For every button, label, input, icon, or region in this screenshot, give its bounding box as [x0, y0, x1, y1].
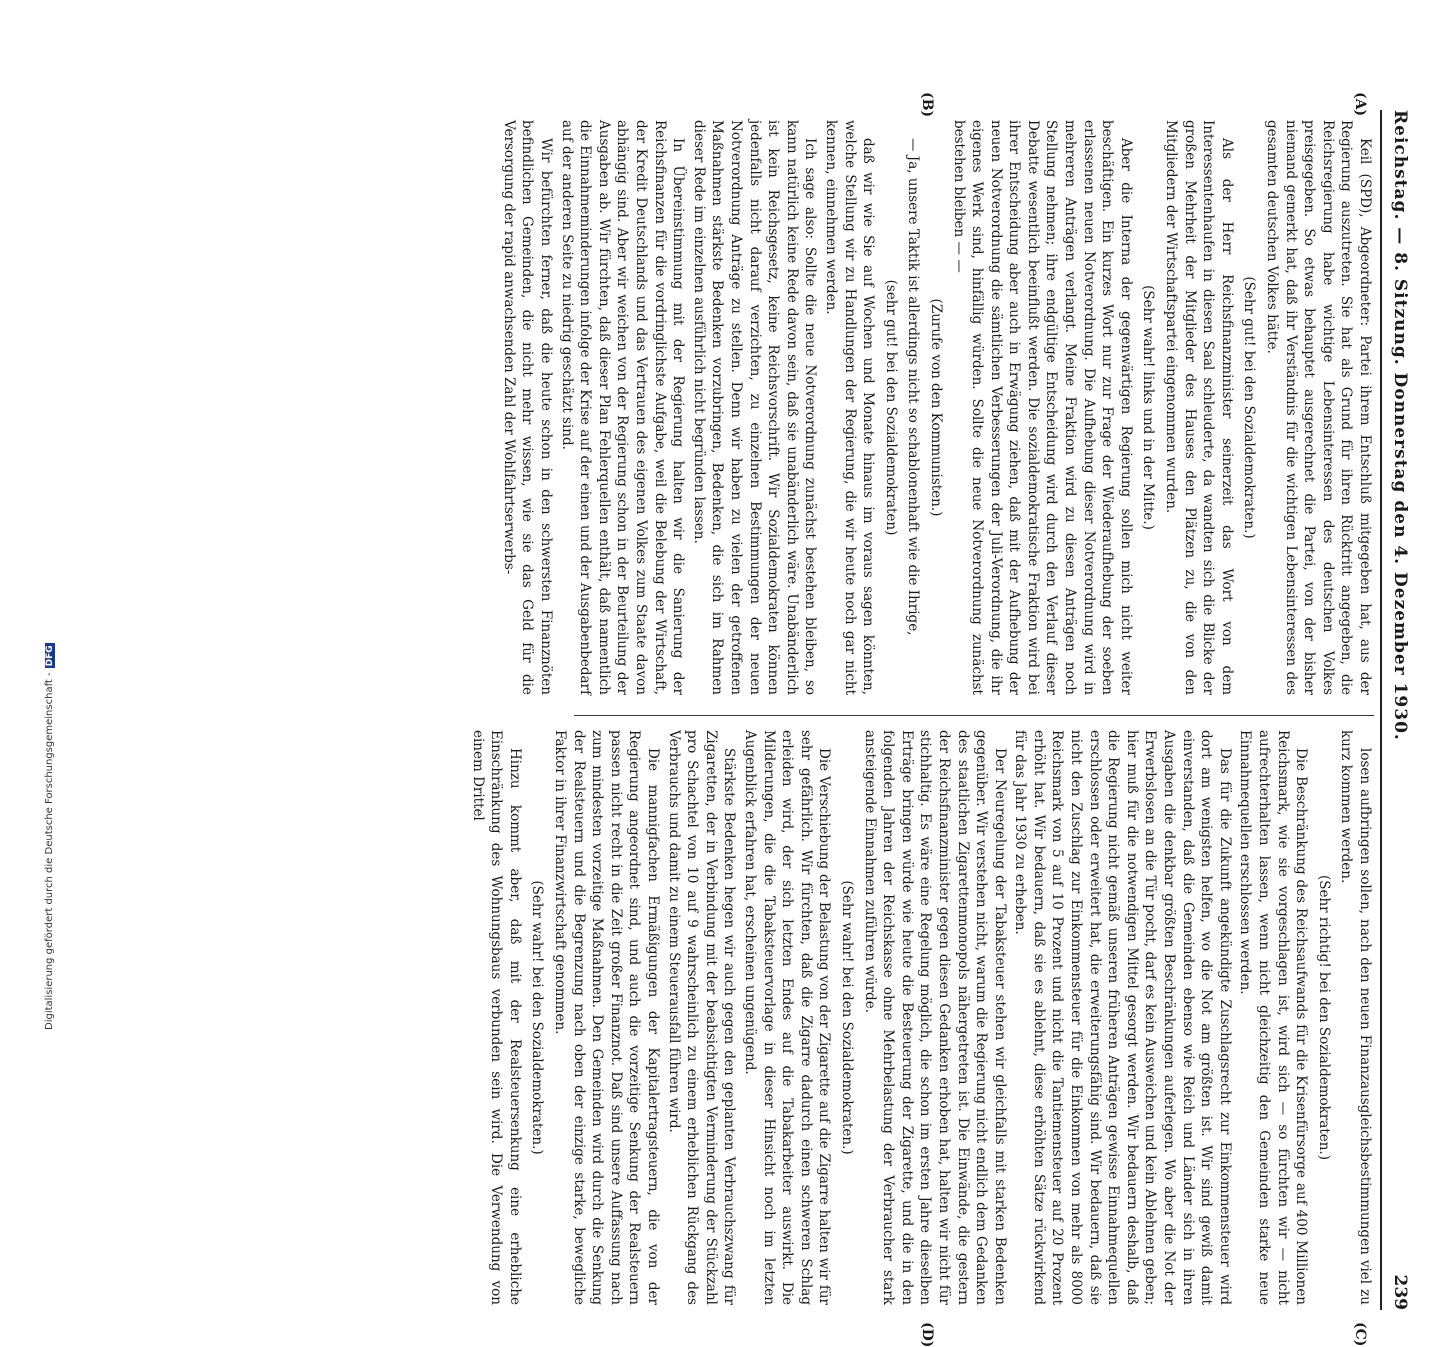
paragraph: Stärkste Bedenken hegen wir auch gegen den geplanten Verbrauchszwang für Zigaretten, der in Verbindung mit der beabsichtigten Verminderung der Stückzahl pro Schachtel von 10 auf 9 wahrscheinlich zu einem erheblichen Rückgang des Verbrauchs und damit zu einem Steuerausfall führen wird.	[665, 730, 738, 1305]
margin-marker-a: (A)	[1352, 92, 1368, 117]
funding-text: Digitalisierung gefördert durch die Deutsche Forschungsgemeinschaft -	[44, 672, 55, 1030]
interjection: (Sehr wahr! bei den Sozialdemokraten.)	[838, 880, 855, 1155]
margin-marker-b: (B)	[919, 92, 935, 118]
page-header	[1384, 110, 1410, 1310]
paragraph: losen aufbringen sollen, nach den neuen Finanzausgleichsbestimmungen viel zu kurz kommen werden.	[1338, 730, 1373, 1305]
left-column	[500, 120, 1374, 695]
paragraph: Wir befürchten ferner, daß die heute schon in den schwersten Finanznöten befindlichen Gemeinden, die nicht mehr wissen, wie sie das Geld für die Versorgung der rapid anwachsenden Zahl der Wohlfahrtserwerbs-	[500, 120, 555, 695]
dfg-logo: DFG	[45, 645, 55, 667]
margin-marker-c: (C)	[1352, 1322, 1368, 1347]
paragraph: Keil (SPD), Abgeordneter: Partei ihrem Entschluß mitgegeben hat, aus der Regierung auszutreten. Sie hat als Grund für ihren Rücktritt angegeben, die Reichsregierung habe wichtige Lebensinteressen des deutschen Volkes preisgegeben. So etwas behauptet ausgerechnet die Partei, von der bisher niemand gemerkt hat, daß ihr Verständnis für die wichtigen Lebensinteressen des gesamten deutschen Volkes hätte.	[1264, 120, 1373, 695]
interjection: (Zurufe von den Kommunisten.)	[927, 298, 944, 517]
footer	[44, 630, 58, 1030]
margin-marker-d: (D)	[919, 1322, 935, 1347]
interjection: (Sehr gut! bei den Sozialdemokraten.)	[1241, 276, 1258, 539]
paragraph: daß wir wie Sie auf Wochen und Monate hinaus im voraus sagen könnten, welche Stellung wir zu Handlungen der Regierung, die wir heute noch gar nicht kennen, einnehmen werden.	[822, 120, 877, 695]
funding-note	[44, 643, 55, 1030]
interjection: (Sehr richtig! bei den Sozialdemokraten.)	[1315, 874, 1332, 1160]
header-title: Reichstag. — 8. Sitzung. Donnerstag den 4. Dezember 1930.	[1390, 110, 1410, 741]
paragraph: — Ja, unsere Taktik ist allerdings nicht so schablonenhaft wie die Ihrige,	[905, 138, 922, 636]
rotated-page-content	[180, 90, 1410, 1347]
paragraph: Die mannigfachen Ermäßigungen der Kapitalertragsteuern, die von der Regierung angeordnet sind, und auch die vorzeitige Senkung der Realsteuern passen nicht recht in die Zeit großer Finanznot. Daß sind unsere Auffassung nach zum mindesten vorzeitige Maßnahmen. Den Gemeinden wird durch die Senkung der Realsteuern und die Begrenzung nach oben der einzige starke, bewegliche Faktor in ihrer Finanzwirtschaft genommen.	[552, 730, 662, 1305]
header-rule	[1380, 110, 1382, 1310]
paragraph: Die Beschränkung des Reichsaufwands für die Krisenfürsorge auf 400 Millionen Reichsmark, wie sie vorgeschlagen ist, wird sich — so fürchten wir — nicht aufrechterhalten lassen, wenn nicht gleichzeitig den Gemeinden starke neue Einnahmequellen erschlossen werden.	[1237, 730, 1310, 1305]
paragraph: Die Verschiebung der Belastung von der Zigarette auf die Zigarre halten wir für sehr gefährlich. Wir fürchten, daß die Zigarre dadurch einen schweren Schlag erleiden wird, der sich letzten Endes auf die Tabakarbeiter auswirkt. Die Milderungen, die die Tabaksteuervorlage in dieser Hinsicht noch im letzten Augenblick erfahren hat, erscheinen ungenügend.	[742, 730, 833, 1305]
paragraph: In Übereinstimmung mit der Regierung halten wir die Sanierung der Reichsfinanzen für die vordringlichste Aufgabe, weil die Belebung der Wirtschaft, der Kredit Deutschlands und das Vertrauen des eigenen Volkes zum Staate davon abhängig sind. Aber wir weichen von der Regierung schon in der Beurteilung der Ausgaben ab. Wir fürchten, daß dieser Plan Fehlerquellen enthält, daß namentlich die Einnahmeminderungen infolge der Krise auf der einen und der Ausgabenbedarf auf der anderen Seite zu niedrig geschätzt sind.	[558, 120, 687, 695]
paragraph: Das für die Zukunft angekündigte Zuschlagsrecht zur Einkommensteuer wird dort am wenigsten helfen, wo die Not am größten ist. Wir sind gewiß damit einverstanden, daß die Gemeinden ebenso wie Reich und Länder sich in ihren Ausgaben die denkbar größten Beschränkungen auferlegen. Wo aber die Not der Erwerbslosen an die Tür pocht, darf es kein Ausweichen und kein Ablehnen geben; hier muß für die notwendigen Mittel gesorgt werden. Wir bedauern deshalb, daß die Regierung nicht gemäß unseren früheren Anträgen gewisse Einnahmequellen erschlossen oder erweitert hat, die erweiterungsfähig sind. Wir bedauern, daß sie nicht den Zuschlag zur Einkommensteuer für die Einkommen von mehr als 8000 Reichsmark von 5 auf 10 Prozent und nicht die Tantiemensteuer auf 20 Prozent erhöht hat. Wir bedauern, daß sie es ablehnt, diese erhöhten Sätze rückwirkend für das Jahr 1930 zu erheben.	[1012, 730, 1233, 1305]
paragraph: Hinzu kommt aber, daß mit der Realsteuersenkung eine erhebliche Einschränkung des Wohnungsbaus verbunden sein wird. Die Verwendung von einem Drittel	[469, 730, 523, 1305]
interjection: (Sehr wahr! bei den Sozialdemokraten.)	[529, 880, 546, 1155]
interjection: (sehr gut! bei den Sozialdemokraten)	[882, 279, 899, 536]
document-page	[40, 40, 1410, 1347]
paragraph: Ich sage also: Sollte die neue Notverordnung zunächst bestehen bleiben, so kann natürlich keine Rede davon sein, daß sie unabänderlich wäre. Unabänderlich ist kein Reichsgesetz, keine Reichsvorschrift. Wir Sozialdemokraten können jedenfalls nicht darauf verzichten, zu einzelnen Bestimmungen der neuen Notverordnung Anträge zu stellen. Denn wir haben zu vielen der getroffenen Maßnahmen stärkste Bedenken vorzubringen, Bedenken, die sich im Rahmen dieser Rede im einzelnen ausführlich nicht begründen lassen.	[690, 120, 819, 695]
page-number: 239	[1390, 1274, 1410, 1310]
column-divider	[574, 715, 1374, 716]
paragraph: Der Neuregelung der Tabaksteuer stehen wir gleichfalls mit starken Bedenken gegenüber. Wir verstehen nicht, warum die Regierung nicht endlich dem Gedanken des staatlichen Zigarettenmonopols nähergetreten ist. Die Einwände, die gestern der Reichsfinanzminister gegen diesen Gedanken erhoben hat, halten wir nicht für stichhaltig. Es wäre eine Regelung möglich, die schon im ersten Jahre dieselben Erträge bringen würde wie heute die Besteuerung der Zigarette, und die in den folgenden Jahren der Reichskasse ohne Mehrbelastung der Verbraucher stark ansteigende Einnahmen zuführen würde.	[861, 730, 1008, 1305]
interjection: (Sehr wahr! links und in der Mitte.)	[1140, 285, 1157, 530]
paragraph: Als der Herr Reichsfinanzminister seinerzeit das Wort von dem Interessentenhaufen in diesen Saal schleuderte, da wandten sich die Blicke der großen Mehrheit der Mitglieder des Hauses den Plätzen zu, die von den Mitgliedern der Wirtschaftspartei eingenommen wurden.	[1163, 120, 1235, 695]
right-column	[469, 730, 1374, 1305]
paragraph: Aber die Interna der gegenwärtigen Regierung sollen mich nicht weiter beschäftigen. Ein kurzes Wort nur zur Frage der Wiederaufhebung der soeben erlassenen neuen Notverordnung. Die Aufhebung dieser Notverordnung wird in mehreren Anträgen verlangt. Meine Fraktion wird zu diesen Anträgen noch Stellung nehmen; ihre endgültige Entscheidung wird durch den Verlauf dieser Debatte wesentlich beeinflußt werden. Die sozialdemokratische Fraktion wird bei ihrer Entscheidung aber auch in Erwägung ziehen, daß mit der Aufhebung der neuen Notverordnung die sämtlichen Verbesserungen der Juli-Verordnung, die ihr eigenes Werk sind, hinfällig würden. Sollte die neue Notverordnung zunächst bestehen bleiben — —	[950, 120, 1134, 695]
